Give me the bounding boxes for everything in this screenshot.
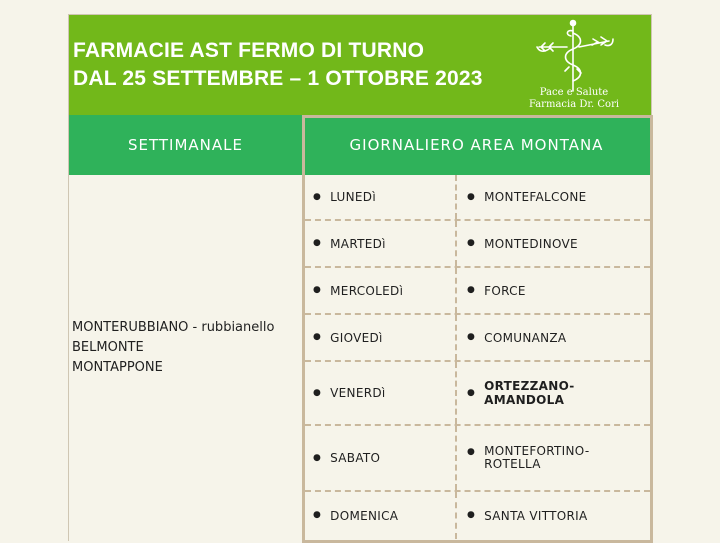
day-cell	[305, 221, 455, 266]
town-label: MONTEFALCONE	[484, 190, 587, 204]
weekly-line-2: BELMONTE	[72, 340, 144, 355]
bullet-icon: ●	[313, 387, 322, 398]
bullet-icon: ●	[313, 452, 322, 463]
table-row	[305, 268, 650, 315]
bullet-icon: ●	[313, 285, 322, 295]
title-line-2: DAL 25 SETTEMBRE – 1 OTTOBRE 2023	[73, 67, 483, 90]
day-label: MARTEDì	[330, 236, 386, 251]
town-label-line-2: ROTELLA	[484, 457, 541, 471]
table-row	[305, 315, 650, 362]
day-cell	[305, 362, 455, 424]
day-cell	[305, 268, 455, 313]
town-cell	[457, 492, 650, 539]
town-label: FORCE	[484, 283, 526, 298]
table-row	[305, 426, 650, 492]
table-row	[305, 175, 650, 221]
weekly-column-header: SETTIMANALE	[69, 115, 302, 175]
town-label-line-1: MONTEFORTINO-	[484, 444, 590, 458]
bullet-icon: ●	[467, 332, 476, 342]
page-title	[73, 37, 483, 93]
logo-text-line-1: Pace e Salute	[539, 87, 609, 98]
table-row	[305, 492, 650, 539]
town-cell	[457, 315, 650, 360]
weekly-cell	[69, 175, 302, 541]
header-banner	[69, 15, 651, 115]
town-label: COMUNANZA	[484, 330, 567, 345]
weekly-pharmacies	[72, 318, 274, 378]
day-label: VENERDì	[330, 386, 386, 400]
town-wrap	[467, 445, 590, 471]
town-cell	[457, 221, 650, 266]
town-cell	[457, 362, 650, 424]
day-cell	[305, 492, 455, 539]
day-label: SABATO	[330, 451, 381, 465]
bullet-icon: ●	[467, 510, 476, 520]
town-label: MONTEDINOVE	[484, 236, 578, 251]
bullet-icon: ●	[467, 238, 476, 248]
logo-text-line-2: Farmacia Dr. Cori	[528, 99, 620, 110]
caduceus-icon	[509, 17, 639, 97]
day-label: MERCOLEDì	[330, 283, 404, 298]
schedule-sheet	[68, 14, 652, 541]
daily-column-header: GIORNALIERO AREA MONTANA	[302, 115, 651, 175]
day-cell	[305, 175, 455, 219]
day-cell	[305, 426, 455, 490]
bullet-icon: ●	[467, 191, 476, 202]
daily-table	[305, 175, 650, 539]
bullet-icon: ●	[467, 285, 476, 295]
pharmacy-logo	[509, 17, 639, 113]
day-label: GIOVEDì	[330, 330, 383, 345]
weekly-line-3: MONTAPPONE	[72, 360, 163, 375]
bullet-icon: ●	[313, 510, 322, 520]
day-label: DOMENICA	[330, 508, 399, 523]
bullet-icon: ●	[313, 332, 322, 342]
town-cell	[457, 175, 650, 219]
day-label: LUNEDì	[330, 190, 376, 204]
town-label	[484, 445, 589, 471]
town-cell	[457, 268, 650, 313]
town-label: SANTA VITTORIA	[484, 508, 588, 523]
bullet-icon: ●	[467, 387, 476, 398]
bullet-icon: ●	[313, 191, 322, 202]
weekly-line-1: MONTERUBBIANO - rubbianello	[72, 320, 275, 335]
town-cell	[457, 426, 650, 490]
title-line-1: FARMACIE AST FERMO DI TURNO	[73, 39, 425, 62]
town-label-highlighted: ORTEZZANO-AMANDOLA	[484, 379, 575, 407]
day-cell	[305, 315, 455, 360]
bullet-icon: ●	[313, 238, 322, 248]
bullet-icon: ●	[467, 447, 476, 457]
table-row	[305, 362, 650, 426]
table-row	[305, 221, 650, 268]
